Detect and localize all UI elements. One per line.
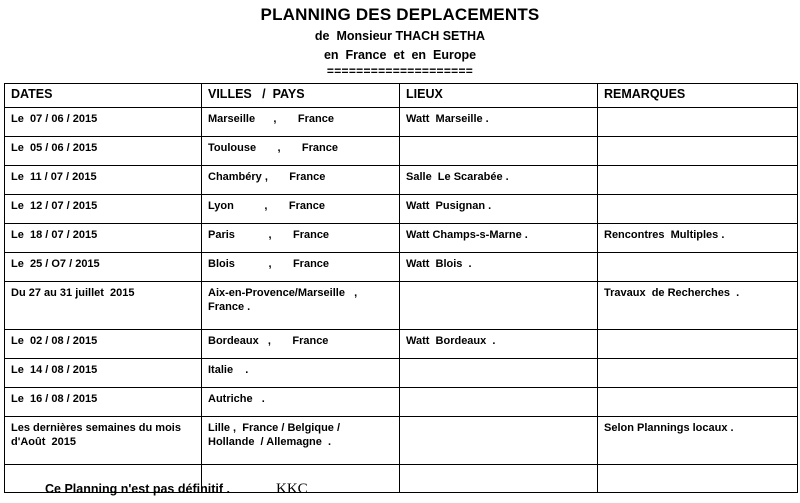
cell-lieu [400, 417, 598, 465]
cell-remarque [598, 330, 798, 359]
column-header-villes-pays: VILLES / PAYS [202, 84, 400, 108]
signature-initials: KKC [276, 481, 308, 497]
cell-ville-pays: Lyon , France [202, 195, 400, 224]
cell-remarque [598, 166, 798, 195]
cell-lieu: Watt Pusignan . [400, 195, 598, 224]
cell-ville-pays: Italie . [202, 359, 400, 388]
cell-date: Le 07 / 06 / 2015 [5, 108, 202, 137]
cell-remarque [598, 359, 798, 388]
column-header-dates: DATES [5, 84, 202, 108]
column-header-remarques: REMARQUES [598, 84, 798, 108]
cell-remarque [598, 388, 798, 417]
cell-remarque: Travaux de Recherches . [598, 282, 798, 330]
travel-schedule-table [4, 83, 798, 493]
table-row [5, 224, 798, 253]
cell-ville-pays: Lille , France / Belgique / Hollande / Allemagne . [202, 417, 400, 465]
cell-date: Le 25 / O7 / 2015 [5, 253, 202, 282]
cell-lieu [400, 465, 598, 493]
table-row [5, 108, 798, 137]
cell-date: Du 27 au 31 juillet 2015 [5, 282, 202, 330]
cell-lieu: Watt Champs-s-Marne . [400, 224, 598, 253]
table-row [5, 359, 798, 388]
cell-ville-pays: Blois , France [202, 253, 400, 282]
cell-lieu [400, 359, 598, 388]
table-row [5, 253, 798, 282]
cell-date: Le 02 / 08 / 2015 [5, 330, 202, 359]
table-row [5, 195, 798, 224]
cell-lieu: Watt Blois . [400, 253, 598, 282]
table-row [5, 166, 798, 195]
cell-lieu [400, 388, 598, 417]
table-row [5, 137, 798, 166]
cell-ville-pays: Chambéry , France [202, 166, 400, 195]
cell-date: Le 05 / 06 / 2015 [5, 137, 202, 166]
cell-date: Le 14 / 08 / 2015 [5, 359, 202, 388]
table-row [5, 388, 798, 417]
cell-lieu: Watt Bordeaux . [400, 330, 598, 359]
table-row [5, 330, 798, 359]
cell-lieu [400, 137, 598, 166]
cell-lieu: Salle Le Scarabée . [400, 166, 598, 195]
cell-date: Le 18 / 07 / 2015 [5, 224, 202, 253]
cell-remarque [598, 108, 798, 137]
cell-ville-pays: Marseille , France [202, 108, 400, 137]
cell-remarque: Rencontres Multiples . [598, 224, 798, 253]
cell-date: Le 12 / 07 / 2015 [5, 195, 202, 224]
title-underline: ==================== [326, 64, 474, 78]
cell-remarque [598, 465, 798, 493]
cell-ville-pays: Aix-en-Provence/Marseille , France . [202, 282, 400, 330]
cell-lieu [400, 282, 598, 330]
cell-lieu: Watt Marseille . [400, 108, 598, 137]
table-header-row [5, 84, 798, 108]
cell-ville-pays: Autriche . [202, 388, 400, 417]
cell-remarque [598, 195, 798, 224]
column-header-lieux: LIEUX [400, 84, 598, 108]
cell-ville-pays: Toulouse , France [202, 137, 400, 166]
cell-remarque: Selon Plannings locaux . [598, 417, 798, 465]
subtitle-region: en France et en Europe [323, 48, 477, 62]
table-row [5, 282, 798, 330]
subtitle-person: de Monsieur THACH SETHA [314, 29, 486, 43]
table-row [5, 417, 798, 465]
cell-ville-pays: Paris , France [202, 224, 400, 253]
cell-date: Le 16 / 08 / 2015 [5, 388, 202, 417]
cell-remarque [598, 137, 798, 166]
cell-date: Les dernières semaines du mois d'Août 2015 [5, 417, 202, 465]
cell-remarque [598, 253, 798, 282]
footer-note: Ce Planning n'est pas définitif . [45, 482, 230, 496]
cell-ville-pays: Bordeaux , France [202, 330, 400, 359]
page-title: PLANNING DES DEPLACEMENTS [260, 5, 540, 24]
cell-date: Le 11 / 07 / 2015 [5, 166, 202, 195]
